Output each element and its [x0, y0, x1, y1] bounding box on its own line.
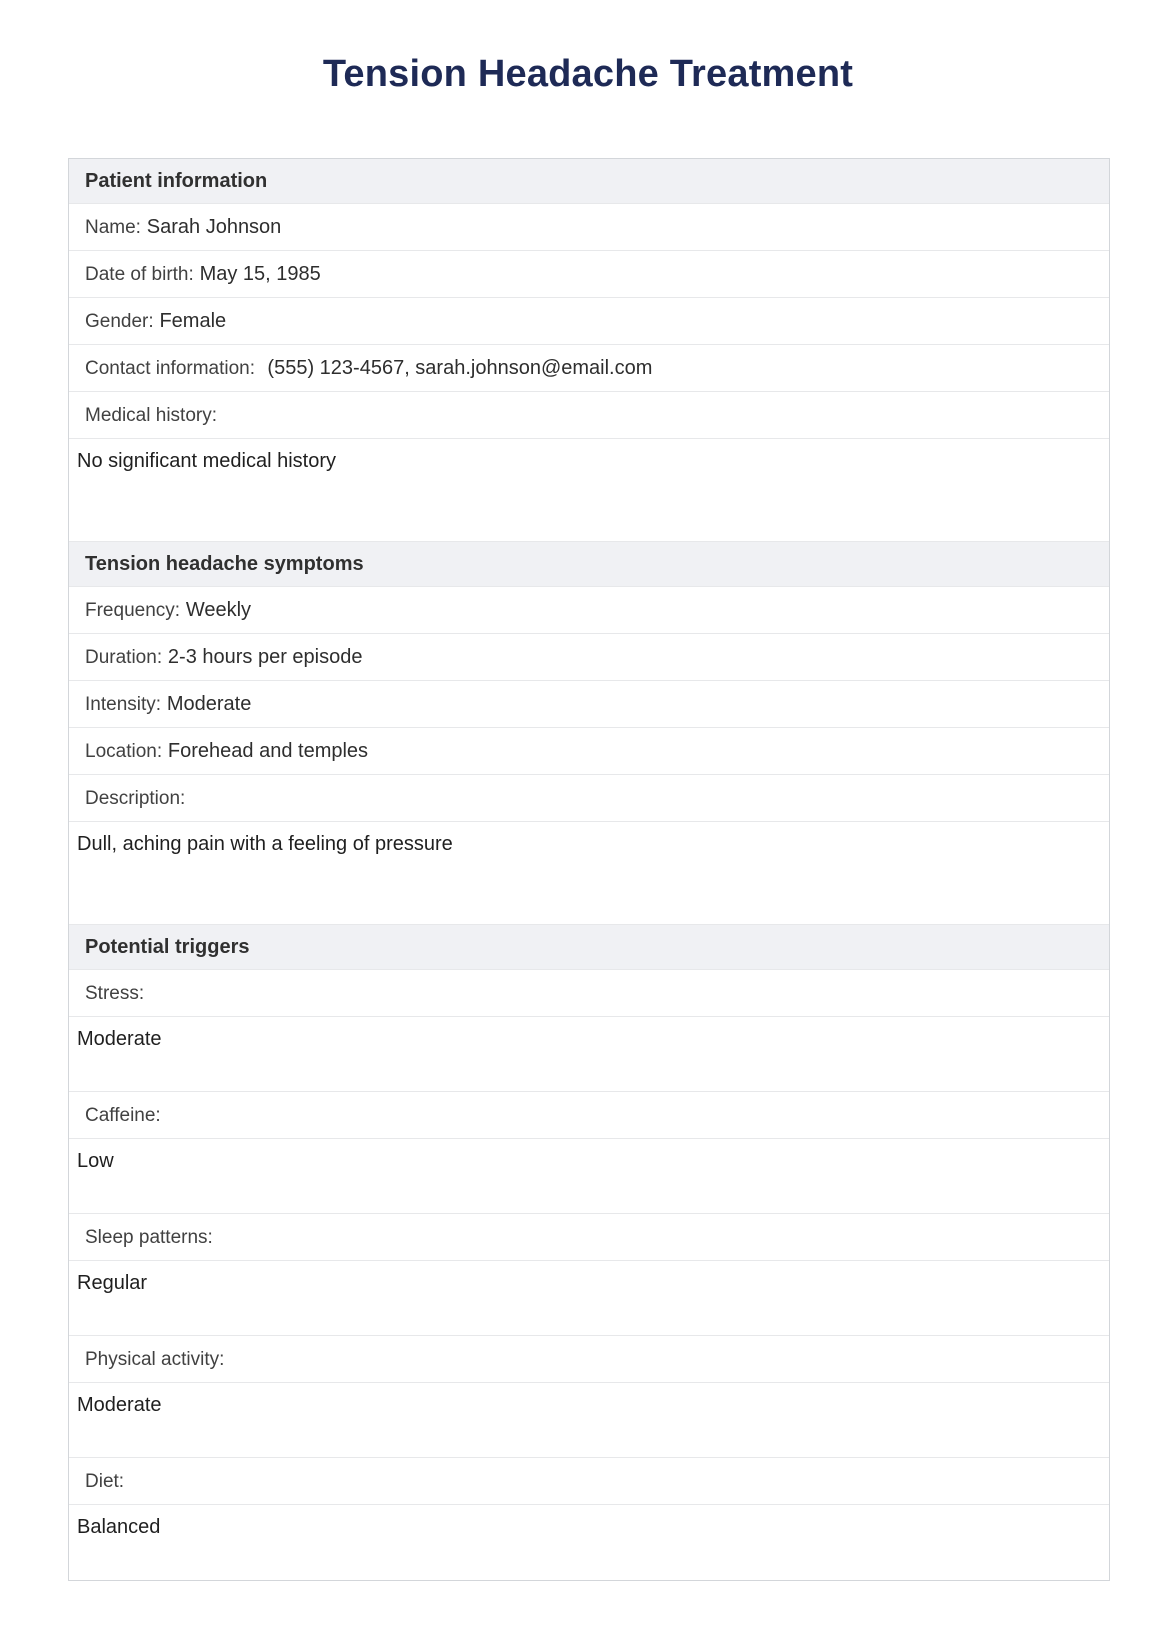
- field-value: Weekly: [185, 599, 252, 621]
- field-label: Description:: [85, 788, 186, 809]
- textarea-value: Balanced: [77, 1516, 161, 1538]
- textarea-caffeine[interactable]: [69, 1139, 1109, 1214]
- field-caffeine[interactable]: [69, 1092, 1109, 1139]
- textarea-value: Moderate: [77, 1394, 162, 1416]
- field-location[interactable]: [69, 728, 1109, 775]
- field-contact-information[interactable]: [69, 345, 1109, 392]
- section-header-patient-information: [69, 159, 1109, 204]
- textarea-value: Regular: [77, 1272, 148, 1294]
- textarea-medical-history[interactable]: [69, 439, 1109, 542]
- field-label: Diet:: [85, 1471, 125, 1492]
- textarea-physical-activity[interactable]: [69, 1383, 1109, 1458]
- field-value: May 15, 1985: [199, 263, 321, 285]
- field-diet[interactable]: [69, 1458, 1109, 1505]
- textarea-value: Dull, aching pain with a feeling of pressure: [77, 833, 453, 855]
- field-medical-history[interactable]: [69, 392, 1109, 439]
- field-label: Caffeine:: [85, 1105, 161, 1126]
- textarea-description[interactable]: [69, 822, 1109, 925]
- field-label: Duration:: [85, 647, 163, 668]
- field-value: Sarah Johnson: [146, 216, 282, 238]
- field-duration[interactable]: [69, 634, 1109, 681]
- field-description[interactable]: [69, 775, 1109, 822]
- section-header-tension-headache-symptoms: [69, 542, 1109, 587]
- field-label: Sleep patterns:: [85, 1227, 213, 1248]
- textarea-value: Moderate: [77, 1028, 162, 1050]
- field-label: Medical history:: [85, 405, 217, 426]
- textarea-stress[interactable]: [69, 1017, 1109, 1092]
- field-intensity[interactable]: [69, 681, 1109, 728]
- field-date-of-birth[interactable]: [69, 251, 1109, 298]
- page-title: Tension Headache Treatment: [322, 53, 854, 95]
- field-sleep-patterns[interactable]: [69, 1214, 1109, 1261]
- field-label: Contact information:: [85, 358, 256, 379]
- field-physical-activity[interactable]: [69, 1336, 1109, 1383]
- textarea-value: No significant medical history: [77, 450, 336, 472]
- field-gender[interactable]: [69, 298, 1109, 345]
- field-label: Intensity:: [85, 694, 162, 715]
- textarea-sleep-patterns[interactable]: [69, 1261, 1109, 1336]
- textarea-value: Low: [77, 1150, 114, 1172]
- field-label: Stress:: [85, 983, 145, 1004]
- patient-form: [68, 158, 1110, 1581]
- field-label: Gender:: [85, 311, 154, 332]
- field-stress[interactable]: [69, 970, 1109, 1017]
- field-label: Date of birth:: [85, 264, 194, 285]
- field-name[interactable]: [69, 204, 1109, 251]
- field-value: (555) 123-4567, sarah.johnson@email.com: [267, 357, 653, 379]
- section-header-potential-triggers: [69, 925, 1109, 970]
- field-value: 2-3 hours per episode: [167, 646, 363, 668]
- textarea-diet[interactable]: [69, 1505, 1109, 1580]
- field-label: Name:: [85, 217, 141, 238]
- section-title: Potential triggers: [85, 936, 250, 958]
- field-label: Physical activity:: [85, 1349, 225, 1370]
- field-value: Female: [159, 310, 227, 332]
- field-frequency[interactable]: [69, 587, 1109, 634]
- field-label: Location:: [85, 741, 163, 762]
- field-value: Moderate: [166, 693, 252, 715]
- section-title: Tension headache symptoms: [85, 553, 364, 575]
- field-label: Frequency:: [85, 600, 181, 621]
- section-title: Patient information: [85, 170, 268, 192]
- field-value: Forehead and temples: [167, 740, 369, 762]
